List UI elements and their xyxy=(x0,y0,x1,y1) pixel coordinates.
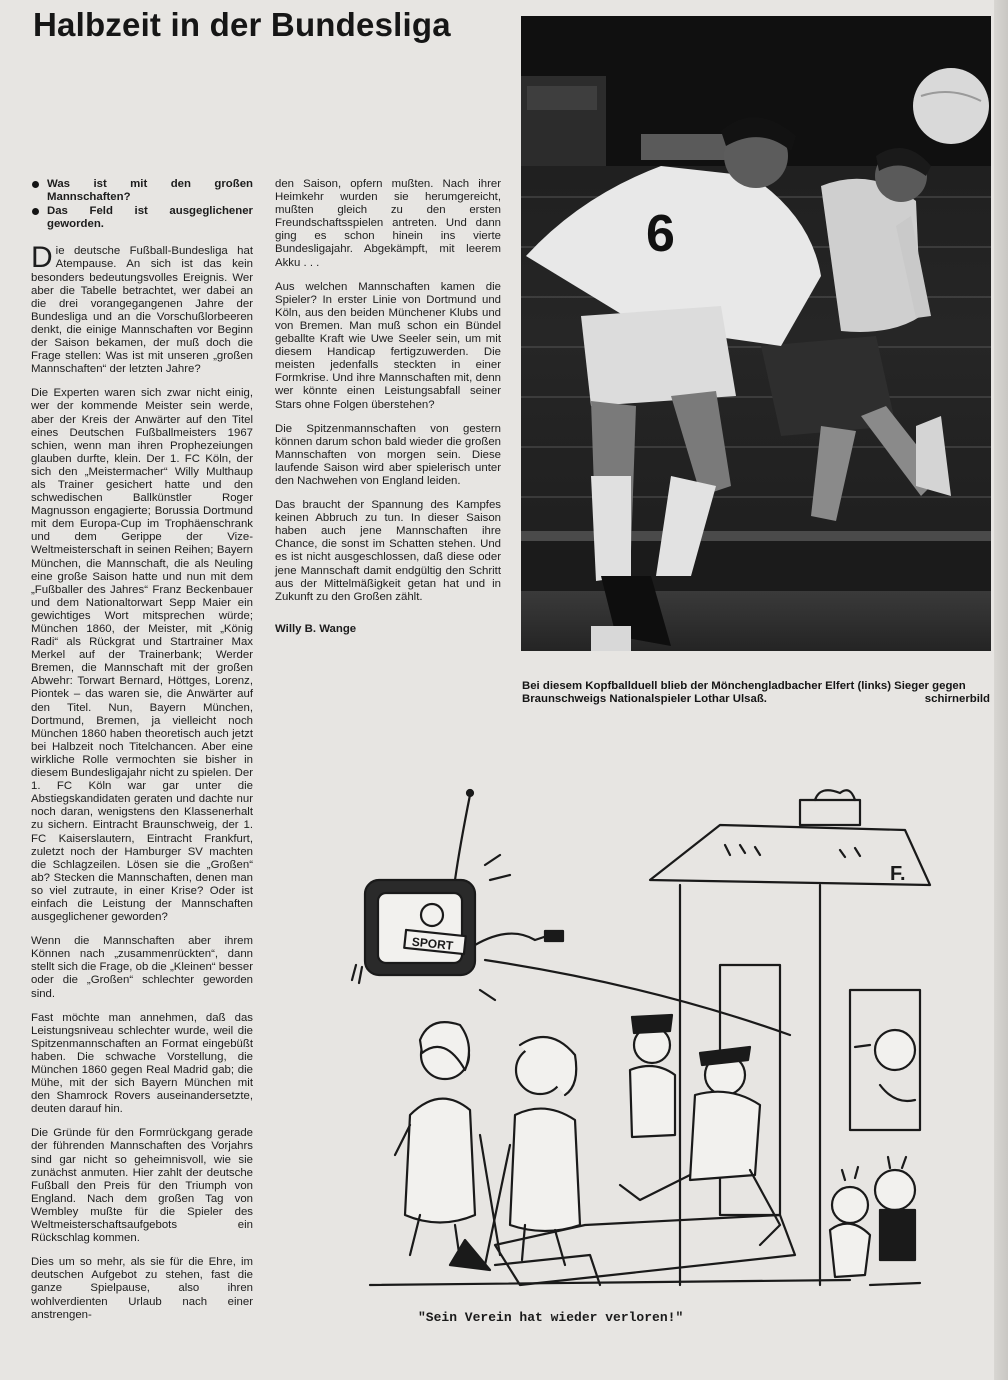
page-edge xyxy=(994,0,1008,1380)
man-in-window xyxy=(855,1030,915,1101)
cartoon-caption: "Sein Verein hat wieder verloren!" xyxy=(418,1310,684,1325)
jersey-number: 6 xyxy=(646,205,675,263)
woman-right xyxy=(485,1037,580,1265)
policeman xyxy=(630,1015,675,1137)
teaser-bullet: Das Feld ist ausgeglichener geworden. xyxy=(31,205,253,231)
photo-credit: schirnerbild xyxy=(924,693,990,705)
body-paragraph: den Saison, opfern mußten. Nach ihrer Heimkehr wurden sie herumgereicht, mußten gleich zu den ersten Freundschaftsspielen antreten. Und dann ging es schon hinein ins vierte Bundesligajahr. Abgekämpft, mit leerem Akku . . . xyxy=(275,178,501,269)
body-paragraph: Die Spitzenmannschaften von gestern können darum schon bald wieder die großen Mannschaften von morgen sein. Diese laufende Saison wird aber spielerisch unter den Nachwehen von England leiden. xyxy=(275,422,501,487)
lead-text: ie deutsche Fußball-Bundesliga hat Atempause. An sich ist das kein besonders bedeutungsvolles Ereignis. Wer aber die Tabelle betrachtet, wer dabei an die drei vorangegangenen Jahre der Bundesliga und an die Vorschußlorbeeren denkt, die einige Mannschaften vor Beginn der Saison bekamen, der muß doch die Frage stellen: Was ist mit unseren „großen Mannschaften“ der letzten Jahre? xyxy=(31,245,253,376)
article-headline: Halbzeit in der Bundesliga xyxy=(33,6,451,43)
drop-cap: D xyxy=(31,241,53,275)
caption-text: Bei diesem Kopfballduell blieb der Mönchengladbacher Elfert (links) Sieger gegen Braunschweigs Nationalspieler Lothar Ulsaß. xyxy=(522,680,966,705)
teaser-bullets xyxy=(31,178,253,231)
body-paragraph: Dies um so mehr, als sie für die Ehre, im deutschen Aufgebot zu stehen, fast die ganze Spielpause, also ihren wohlverdienten Urlaub nach einer anstrengen- xyxy=(31,1256,253,1321)
body-paragraph: Das braucht der Spannung des Kampfes keinen Abbruch zu tun. In dieser Saison haben auch jene Mannschaften ihre Chance, die sonst im Schatten stehen. Und es ist nicht ausgeschlossen, daß diese oder jene Mannschaft damit endgültig den Schritt aus der Mittelmäßigkeit getan hat und in Zukunft zu den Großen zählt. xyxy=(275,499,501,603)
woman-left xyxy=(395,1022,500,1260)
body-paragraph: Aus welchen Mannschaften kamen die Spieler? In erster Linie von Dortmund und Köln, aus den beiden Münchener Klubs und von Bremen. Man muß schon ein Bündel geballte Kraft wie Uwe Seeler sein, um mit diesem Handicap fertigzuwerden. Die meisten jedenfalls steckten in einer Formkrise. Und ihre Mannschaften mit, denn wer könnte einen Leistungsabfall seiner Stars ohne Folgen überstehen? xyxy=(275,280,501,411)
teaser-bullet: Was ist mit den großen Mannschaften? xyxy=(31,178,253,204)
artist-signature: F. xyxy=(890,863,906,885)
header-duel-photo xyxy=(521,16,991,651)
author-byline: Willy B. Wange xyxy=(275,622,357,635)
tv-sign-text: SPORT xyxy=(411,934,454,953)
photo-caption xyxy=(522,680,990,706)
cartoon-illustration xyxy=(350,785,950,1305)
article-column-1 xyxy=(31,178,253,1333)
article-column-2 xyxy=(275,178,501,647)
lead-paragraph xyxy=(31,241,253,376)
body-paragraph: Die Experten waren sich zwar nicht einig, wer der kommende Meister sein werde, aber der Kreis der Anwärter auf den Titel eines Deutschen Fußballmeisters 1967 schien, wenn man ihren Prophezeiungen glauben durfte, klein. Der 1. FC Köln, der sich den „Meistermacher“ Willy Multhaup als Trainer gesichert hatte und den schwedischen Ballkünstler Roger Magnusson engagierte; Borussia Dortmund mit dem Europa-Cup im Trophäenschrank und dem Gerippe der Vize-Weltmeisterschaft in seinen Reihen; Bayern München, die Mannschaft, die als Neuling eine große Saison hatte und nun mit dem „Fußballer des Jahres“ Franz Beckenbauer und dem Nationaltorwart Sepp Maier ein gewichtiges Wort mitsprechen würde; München 1860, der Meister, mit „König Radi“ als Rückgrat und Startrainer Max Merkel auf der Trainerbank; Werder Bremen, die Mannschaft mit der großen Abwehr: Torwart Bernard, Höttges, Lorenz, Piontek – das waren sie, die Anwärter auf den Titel. Nun, Bayern München, Dortmund, Bremen, ja vielleicht noch München 1860 haben theoretisch auch jetzt bei Halbzeit noch Titelchancen. Aber eine wirkliche Rolle vermochten sie bisher in diesem Bundesligajahr nicht zu spielen. Der 1. FC Köln war gar unter die Abstiegskandidaten geraten und dachte nur noch daran, wenigstens den Klassenerhalt zu sichern. Eintracht Braunschweig, der 1. FC Kaiserslautern, Eintracht Frankfurt, zuletzt noch der Hamburger SV machten die Schlagzeilen. Lösen sie die „Großen“ ab? Stecken die Mannschaften, denen man so viel zutraute, in einer Krise? Oder ist einfach die Leistung der Mannschaften ausgeglichener geworden? xyxy=(31,387,253,924)
children xyxy=(830,1157,915,1277)
body-paragraph: Die Gründe für den Formrückgang gerade der führenden Mannschaften des Vorjahrs sind gar nicht so geheimnisvoll, wie sie zunächst anmuten. Hier zahlt der deutsche Fußball den Preis für den Triumph von England. Nach dem großen Tag von Wembley mußte für die Spieler des Weltmeisterschaftsaufgebots ein Rückschlag kommen. xyxy=(31,1127,253,1245)
body-paragraph: Wenn die Mannschaften aber ihrem Können nach „zusammenrückten“, dann stellt sich die Frage, ob die „Kleinen“ besser oder die „Großen“ schlechter geworden sind. xyxy=(31,935,253,1000)
body-paragraph: Fast möchte man annehmen, daß das Leistungsniveau schlechter wurde, weil die Spitzenmannschaften an Format eingebüßt haben. Die schwache Vorstellung, die München 1860 gegen Real Madrid gab; die Mühe, mit der sich Bayern München mit den Shamrock Rovers auseinandersetzte, deuten darauf hin. xyxy=(31,1011,253,1116)
